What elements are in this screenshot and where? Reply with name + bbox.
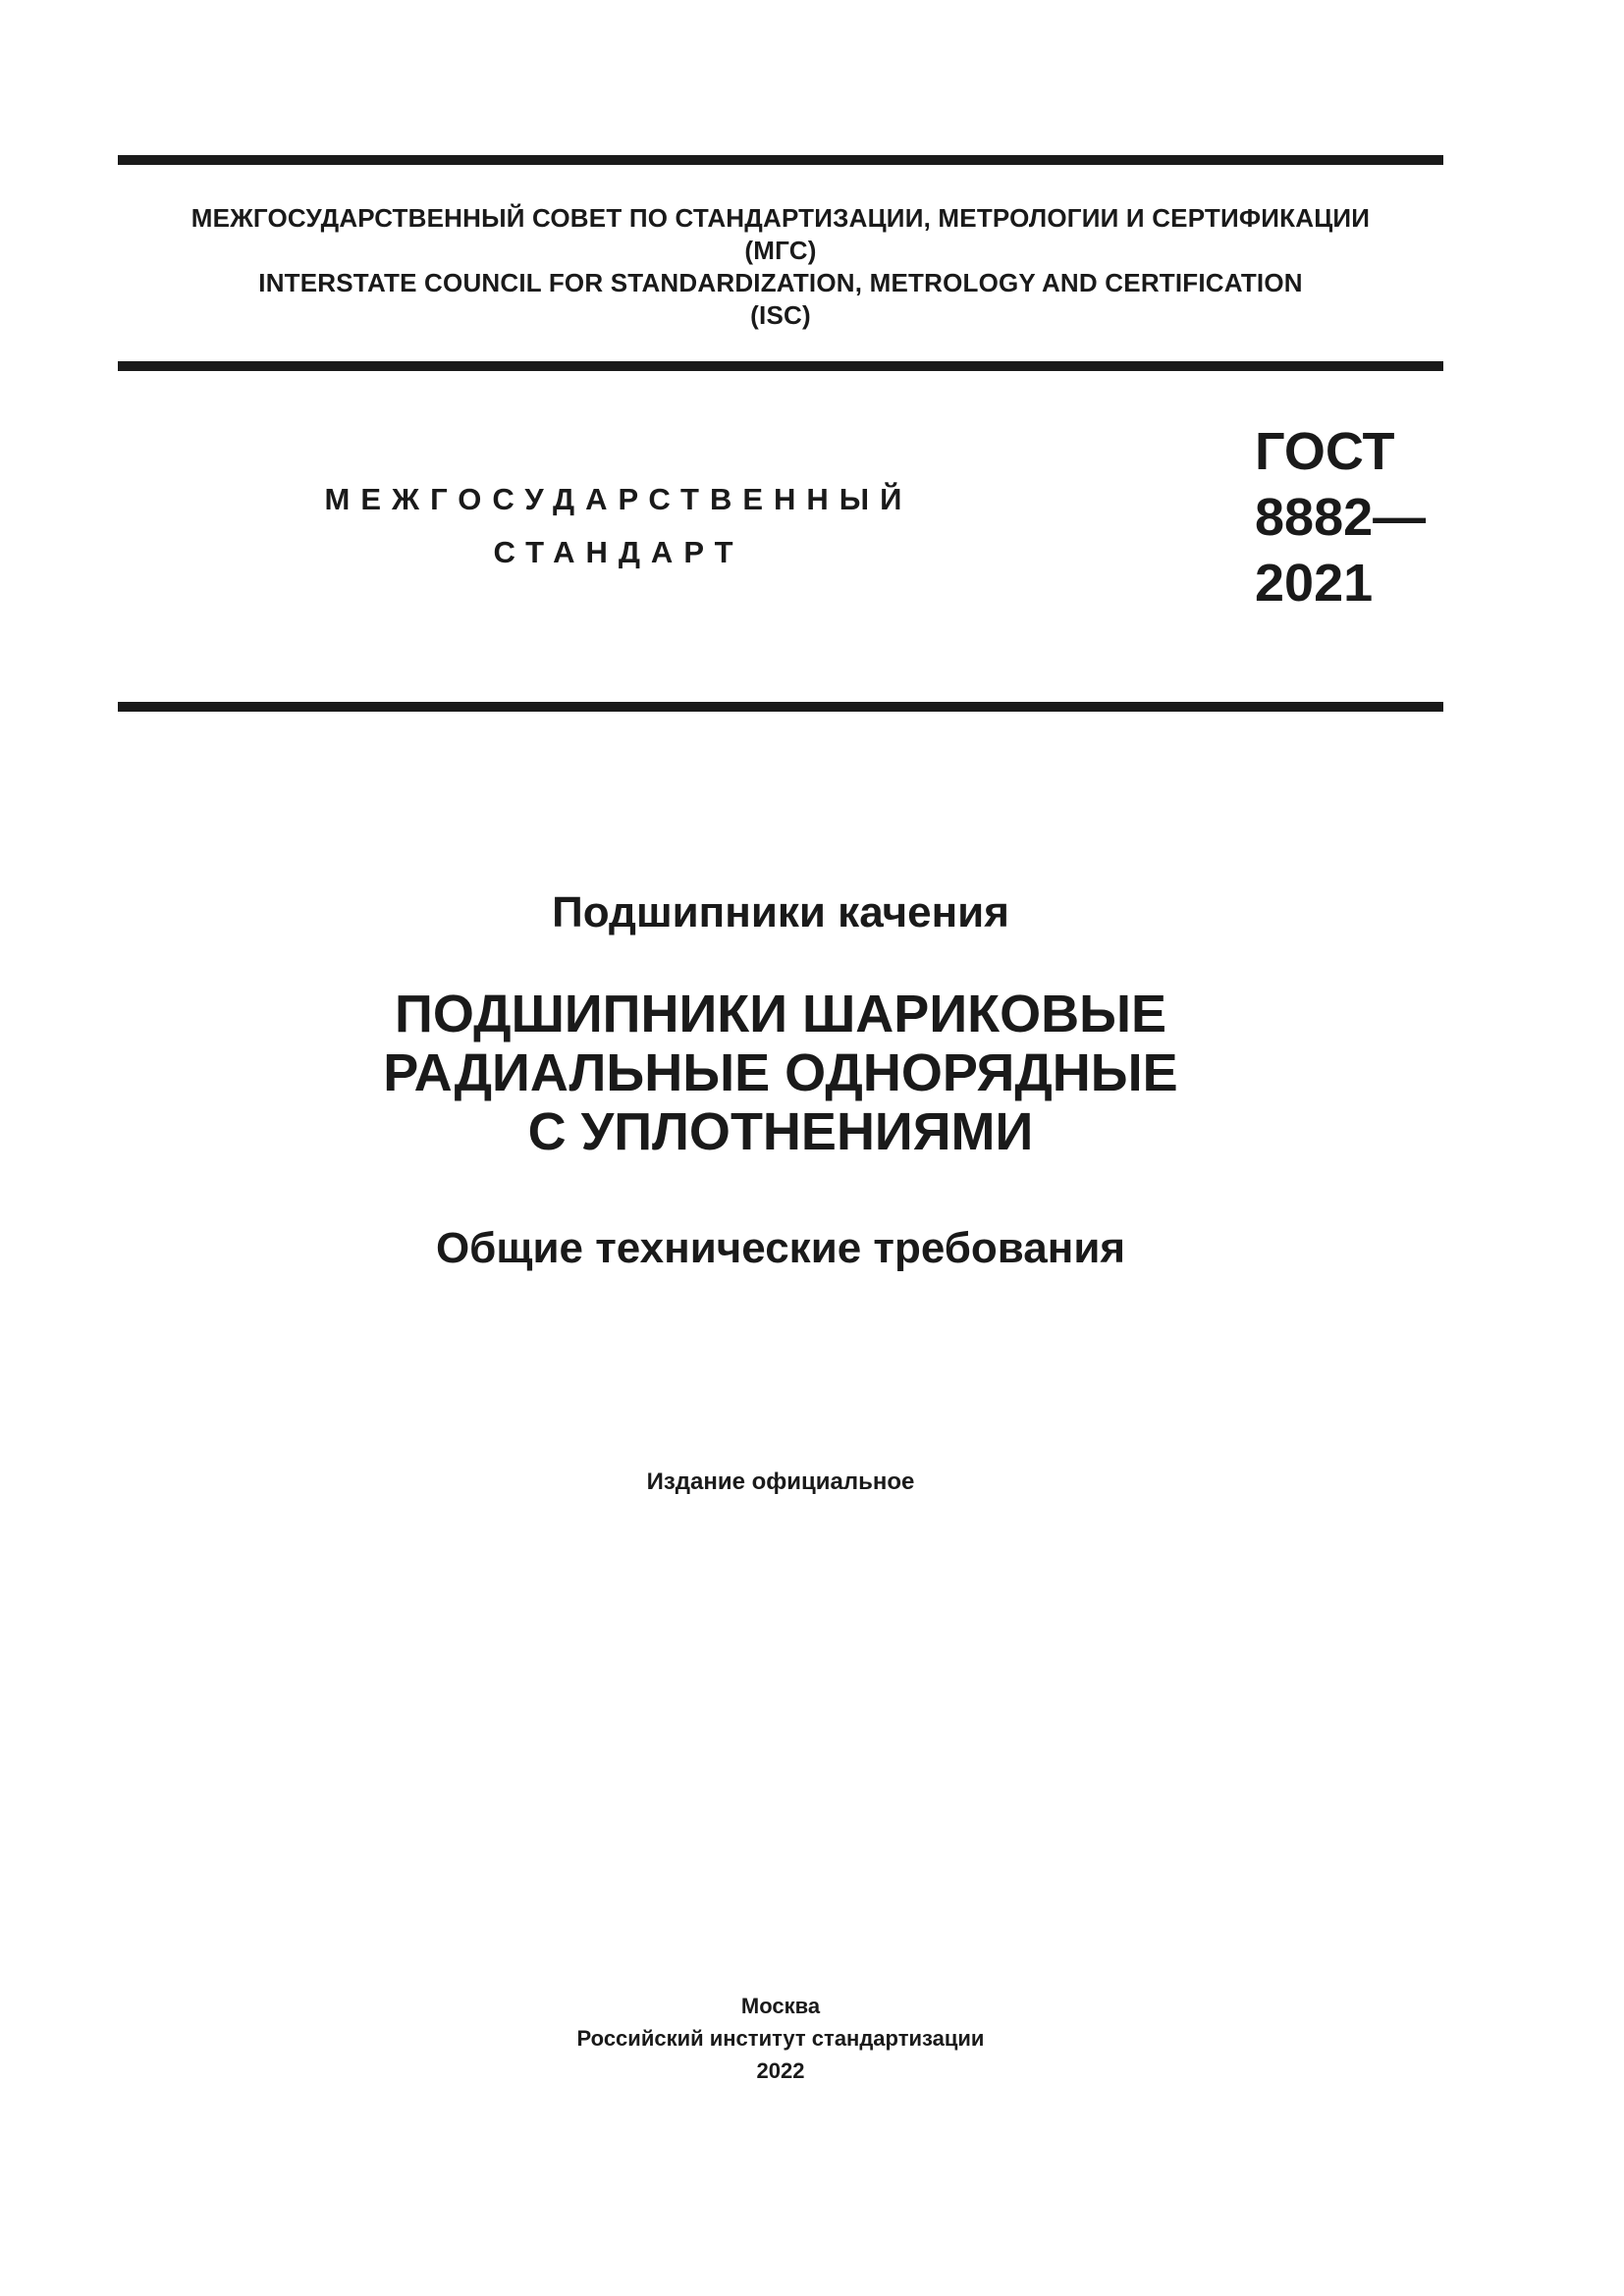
council-abbr-en: (ISC) [750, 300, 811, 330]
top-rule [118, 155, 1443, 165]
main-title-line1: ПОДШИПНИКИ ШАРИКОВЫЕ [395, 985, 1166, 1043]
subtitle: Общие технические требования [435, 1224, 1126, 1272]
standard-kind-line2: СТАНДАРТ [493, 535, 744, 569]
council-header [118, 202, 1443, 332]
council-name-en: INTERSTATE COUNCIL FOR STANDARDIZATION, METROLOGY AND CERTIFICATION [258, 268, 1303, 297]
designation-number: 8882— [1255, 488, 1427, 547]
imprint [118, 1990, 1443, 2087]
header-divider [118, 361, 1443, 371]
designation-year: 2021 [1255, 554, 1374, 613]
imprint-publisher: Российский институт стандартизации [576, 2026, 985, 2051]
edition-note: Издание официальное [646, 1468, 915, 1495]
standard-kind [226, 473, 1011, 579]
group-title: Подшипники качения [552, 888, 1009, 936]
imprint-year: 2022 [756, 2058, 805, 2083]
standard-designation [1255, 419, 1426, 616]
imprint-city: Москва [740, 1994, 821, 2018]
standard-kind-line1: МЕЖГОСУДАРСТВЕННЫЙ [324, 482, 913, 516]
main-title-line2: РАДИАЛЬНЫЕ ОДНОРЯДНЫЕ [383, 1043, 1178, 1102]
title-divider [118, 702, 1443, 712]
main-title [118, 985, 1443, 1161]
council-abbr-ru: (МГС) [744, 236, 817, 265]
designation-prefix: ГОСТ [1255, 422, 1395, 481]
main-title-line3: С УПЛОТНЕНИЯМИ [527, 1102, 1034, 1161]
council-name-ru: МЕЖГОСУДАРСТВЕННЫЙ СОВЕТ ПО СТАНДАРТИЗАЦИИ, МЕТРОЛОГИИ И СЕРТИФИКАЦИИ [190, 203, 1371, 233]
